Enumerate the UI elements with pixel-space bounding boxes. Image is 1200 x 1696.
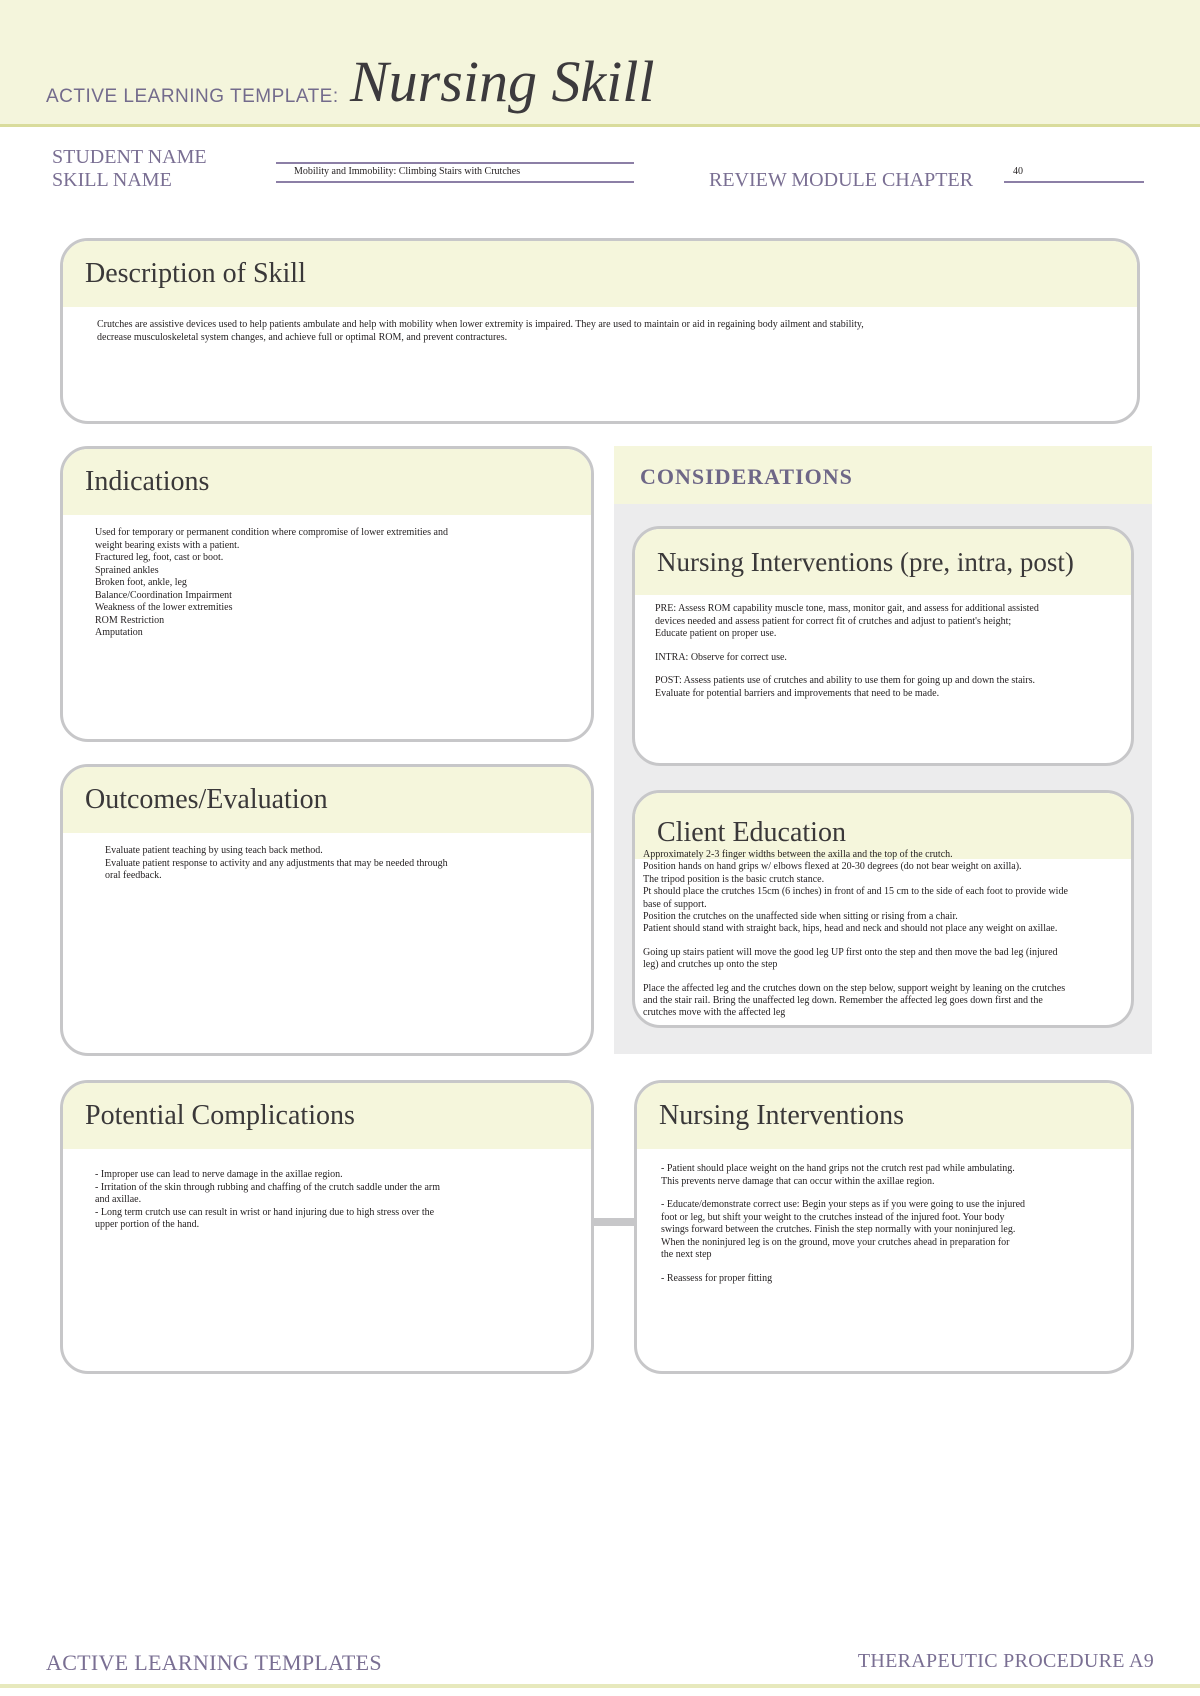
template-title: Nursing Skill	[350, 49, 655, 114]
complications-line: upper portion of the hand.	[95, 1219, 200, 1230]
considerations-title: CONSIDERATIONS	[640, 464, 853, 489]
pre-line: Educate patient on proper use.	[655, 628, 777, 639]
description-body	[63, 307, 1137, 344]
indications-line: Fractured leg, foot, cast or boot.	[95, 552, 224, 563]
spacer	[643, 972, 1068, 983]
client-education-line: Going up stairs patient will move the good leg UP first onto the step and then move the bad leg (injured	[643, 946, 1058, 958]
complications-line: - Long term crutch use can result in wrist or hand injuring due to high stress over the	[95, 1206, 435, 1218]
complications-card	[60, 1080, 594, 1374]
indications-line: Used for temporary or permanent condition where compromise of lower extremities and	[95, 527, 448, 538]
connector-bar	[594, 1218, 636, 1226]
footer-left: ACTIVE LEARNING TEMPLATES	[46, 1650, 382, 1675]
client-education-line: Approximately 2-3 finger widths between the axilla and the top of the crutch.	[643, 849, 953, 860]
client-education-line: and the stair rail. Bring the unaffected leg down. Remember the affected leg goes down first and the	[643, 995, 1043, 1007]
nursing-interventions-line: This prevents nerve damage that can occur within the axillae region.	[661, 1175, 935, 1187]
post-line: POST: Assess patients use of crutches and ability to use them for going up and down the stairs.	[655, 675, 1036, 686]
client-education-line: Place the affected leg and the crutches down on the step below, support weight by leaning on the crutches	[643, 982, 1066, 994]
indications-line: ROM Restriction	[95, 614, 165, 626]
review-module-chapter-line	[1004, 181, 1144, 183]
nursing-interventions-pip-body	[635, 595, 1131, 700]
indications-card	[60, 446, 594, 742]
spacer	[655, 664, 1111, 675]
nursing-interventions-header	[637, 1083, 1131, 1149]
nursing-interventions-card	[634, 1080, 1134, 1374]
skill-name-line	[276, 181, 634, 183]
client-education-line: Patient should stand with straight back, hips, head and neck and should not place any weight on axillae.	[643, 923, 1058, 935]
outcomes-line: Evaluate patient teaching by using teach back method.	[105, 845, 323, 856]
nursing-interventions-line: - Patient should place weight on the hand grips not the crutch rest pad while ambulating.	[661, 1163, 1015, 1174]
footer-line	[0, 1684, 1200, 1688]
nursing-interventions-line: When the noninjured leg is on the ground, move your crutches ahead in preparation for	[661, 1236, 1010, 1248]
nursing-interventions-line: the next step	[661, 1249, 712, 1260]
nursing-interventions-line: - Reassess for proper fitting	[661, 1272, 773, 1284]
complications-line: - Irritation of the skin through rubbing and chaffing of the crutch saddle under the arm	[95, 1181, 440, 1193]
outcomes-title: Outcomes/Evaluation	[85, 784, 328, 815]
student-name-label: STUDENT NAME	[52, 146, 207, 168]
description-line: decrease musculoskeletal system changes, and achieve full or optimal ROM, and prevent contractures.	[97, 331, 508, 343]
template-prefix: ACTIVE LEARNING TEMPLATE:	[46, 86, 339, 107]
review-module-chapter-value: 40	[1013, 166, 1023, 177]
skill-name-value: Mobility and Immobility: Climbing Stairs with Crutches	[294, 166, 521, 177]
client-education-line: Pt should place the crutches 15cm (6 inches) in front of and 15 cm to the side of each foot to provide wide	[643, 886, 1068, 898]
client-education-line: Position the crutches on the unaffected side when sitting or rising from a chair.	[643, 911, 958, 923]
pre-line: PRE: Assess ROM capability muscle tone, mass, monitor gait, and assess for additional assisted	[655, 603, 1039, 614]
indications-line: weight bearing exists with a patient.	[95, 539, 240, 551]
student-name-line	[276, 162, 634, 164]
skill-name-label: SKILL NAME	[52, 169, 172, 191]
indications-line: Amputation	[95, 627, 143, 638]
nursing-interventions-line: swings forward between the crutches. Finish the step normally with your noninjured leg.	[661, 1224, 1016, 1235]
outcomes-line: Evaluate patient response to activity and any adjustments that may be needed through	[105, 857, 448, 869]
client-education-body	[635, 849, 1072, 1020]
client-education-line: base of support.	[643, 898, 707, 910]
indications-line: Weakness of the lower extremities	[95, 602, 233, 613]
spacer	[643, 936, 1068, 947]
client-education-line: crutches move with the affected leg	[643, 1007, 786, 1019]
description-header	[63, 241, 1137, 307]
description-line: Crutches are assistive devices used to help patients ambulate and help with mobility when lower extremity is impaired. They are used to maintain or aid in regaining body ailment and stability,	[97, 319, 864, 330]
spacer	[661, 1262, 1111, 1273]
outcomes-header	[63, 767, 591, 833]
nursing-interventions-title: Nursing Interventions	[659, 1100, 904, 1131]
nursing-interventions-pip-card	[632, 526, 1134, 766]
description-title: Description of Skill	[85, 258, 306, 289]
nursing-interventions-pip-title: Nursing Interventions (pre, intra, post)	[657, 546, 1074, 577]
complications-title: Potential Complications	[85, 1100, 355, 1131]
post-line: Evaluate for potential barriers and improvements that need to be made.	[655, 687, 940, 699]
complications-header	[63, 1083, 591, 1149]
client-education-title: Client Education	[657, 817, 846, 848]
nursing-interventions-line: - Educate/demonstrate correct use: Begin your steps as if you were going to use the injured	[661, 1199, 1026, 1210]
review-module-chapter-label: REVIEW MODULE CHAPTER	[709, 169, 974, 191]
indications-header	[63, 449, 591, 515]
intra-line: INTRA: Observe for correct use.	[655, 651, 787, 663]
complications-line: and axillae.	[95, 1194, 142, 1205]
complications-line: - Improper use can lead to nerve damage in the axillae region.	[95, 1169, 343, 1180]
indications-line: Sprained ankles	[95, 564, 159, 576]
indications-line: Broken foot, ankle, leg	[95, 577, 187, 588]
nursing-interventions-body	[637, 1149, 1131, 1285]
outcomes-card	[60, 764, 594, 1056]
nursing-interventions-line: foot or leg, but shift your weight to the crutches instead of the injured foot. Your body	[661, 1211, 1005, 1223]
pre-line: devices needed and assess patient for correct fit of crutches and adjust to patient's height;	[655, 615, 1012, 627]
outcomes-line: oral feedback.	[105, 870, 162, 881]
footer-right: THERAPEUTIC PROCEDURE A9	[857, 1650, 1154, 1672]
client-education-card	[632, 790, 1134, 1028]
client-education-line: leg) and crutches up onto the step	[643, 959, 778, 971]
spacer	[655, 641, 1111, 652]
indications-body	[63, 515, 591, 640]
indications-line: Balance/Coordination Impairment	[95, 589, 232, 601]
client-education-line: The tripod position is the basic crutch stance.	[643, 873, 825, 885]
description-card	[60, 238, 1140, 424]
nursing-interventions-pip-header	[635, 529, 1131, 595]
indications-title: Indications	[85, 466, 210, 497]
complications-body	[63, 1149, 591, 1232]
spacer	[661, 1188, 1111, 1199]
client-education-line: Position hands on hand grips w/ elbows flexed at 20-30 degrees (do not bear weight on axilla).	[643, 861, 1022, 873]
outcomes-body	[63, 833, 591, 883]
